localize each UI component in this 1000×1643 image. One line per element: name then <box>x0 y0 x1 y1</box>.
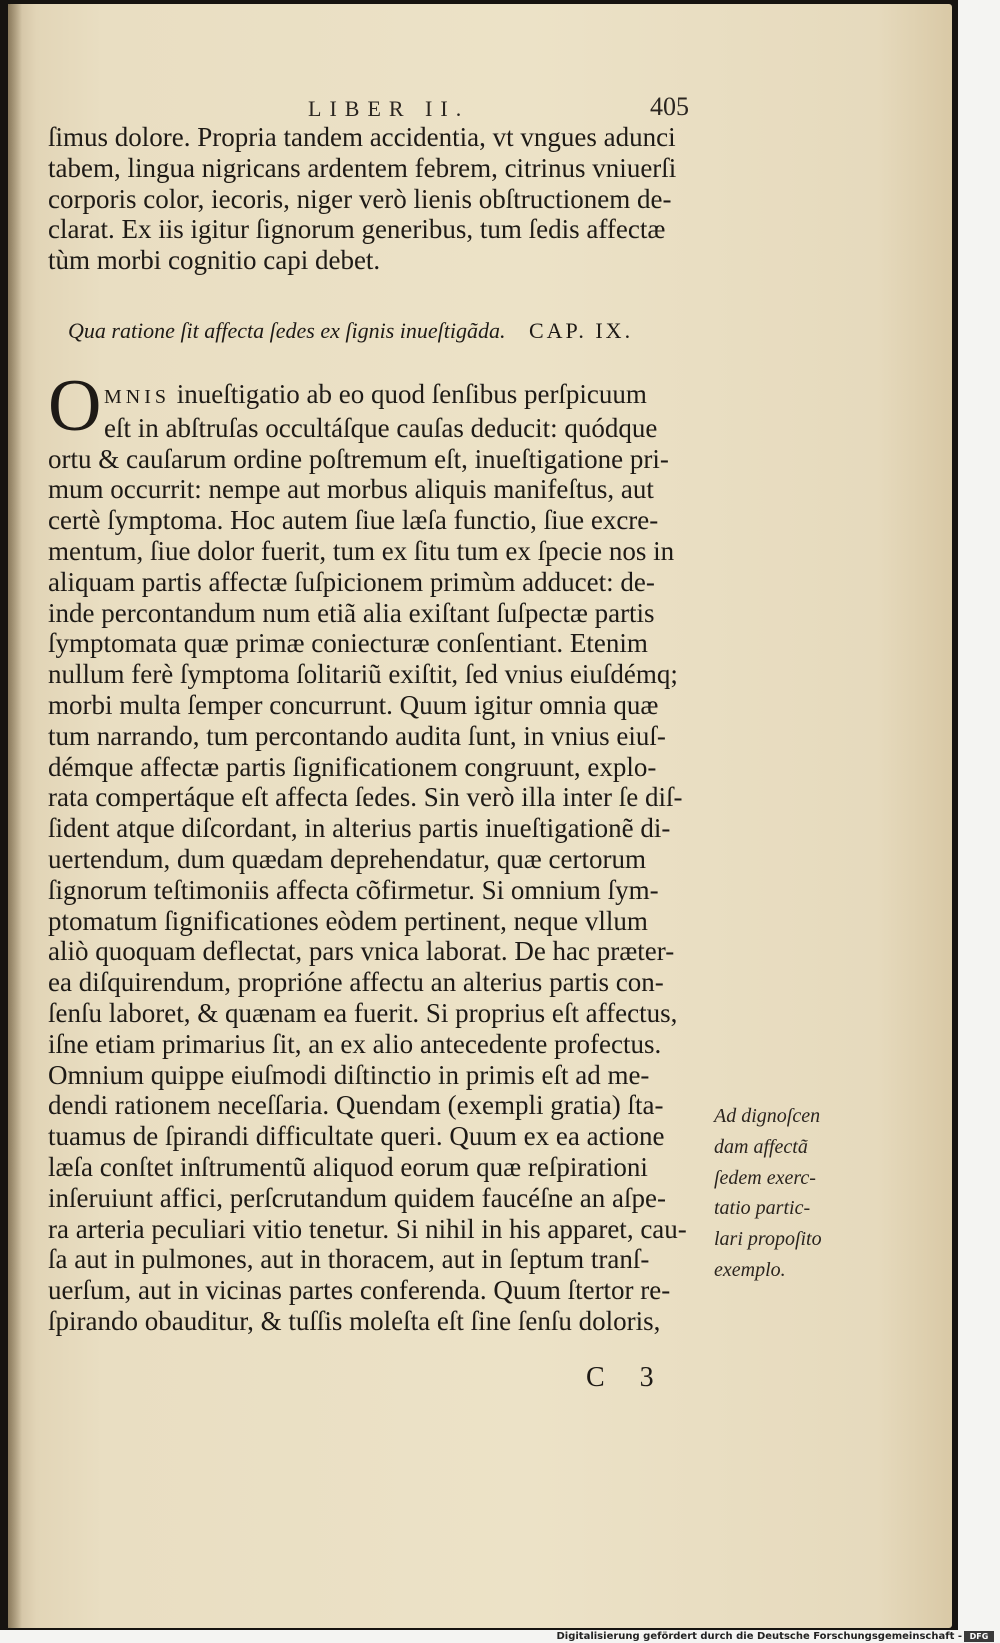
text-line: Omnium quippe eiuſmodi diſtinctio in primis eſt ad me- <box>48 1059 650 1090</box>
text-line: ſimus dolore. Propria tandem accidentia, vt vngues adunci <box>48 122 676 152</box>
text-line: tuamus de ſpirandi difficultate queri. Quum ex ea actione <box>48 1121 665 1152</box>
signature-mark: C 3 <box>586 1362 668 1393</box>
text-line: eſt in abſtruſas occultáſque cauſas deducit: quódque <box>104 412 658 443</box>
marginal-note <box>714 1101 864 1286</box>
marginal-line: dam affectã <box>714 1135 808 1158</box>
text-line: ſenſu laboret, & quænam ea fuerit. Si proprius eſt affectus, <box>48 997 678 1028</box>
marginal-line: tatio partic- <box>714 1197 811 1220</box>
text-line <box>48 379 708 413</box>
text-line: ptomatum ſignificationes eòdem pertinent, neque vllum <box>48 905 648 936</box>
text-line: ſymptomata quæ primæ coniecturæ conſentiant. Etenim <box>48 628 648 659</box>
text-line-remainder: inueſtigatio ab eo quod ſenſibus perſpicuum <box>170 379 647 409</box>
running-title: LIBER II. <box>308 96 470 121</box>
drop-capital: O <box>48 365 102 447</box>
text-line: certè ſymptoma. Hoc autem ſiue læſa functio, ſiue excre- <box>48 505 659 536</box>
text-line: dendi rationem neceſſaria. Quendam (exempli gratia) ſta- <box>48 1090 664 1121</box>
text-line: inſeruiunt affici, perſcrutandum quidem faucéſne an aſpe- <box>48 1182 666 1213</box>
chapter-heading <box>68 318 688 344</box>
text-line: ſpirando obauditur, & tuſſis moleſta eſt ſine ſenſu doloris, <box>48 1305 661 1336</box>
book-page <box>8 4 952 1628</box>
text-line: mum occurrit: nempe aut morbus aliquis manifeſtus, aut <box>48 474 654 505</box>
text-line: ſident atque diſcordant, in alterius partis inueſtigationẽ di- <box>48 813 671 844</box>
text-line: nullum ferè ſymptoma ſolitariũ exiſtit, ſed vnius eiuſdémq; <box>48 659 678 690</box>
marginal-line: Ad dignoſcen <box>714 1105 821 1127</box>
top-text-block <box>48 122 708 276</box>
body-text-block <box>48 379 708 1337</box>
text-line: tum narrando, tum percontando audita ſunt, in vnius eiuſ- <box>48 720 666 751</box>
text-line: clarat. Ex iis igitur ſignorum generibus, tum ſedis affectæ <box>48 214 666 245</box>
text-line: morbi multa ſemper concurrunt. Quum igitur omnia quæ <box>48 689 659 720</box>
text-line: inde percontandum num etiã alia exiſtant ſuſpectæ partis <box>48 597 655 628</box>
text-line: ea diſquirendum, proprióne affectu an alterius partis con- <box>48 967 664 998</box>
chapter-title: Qua ratione ſit affecta ſedes ex ſignis inueſtigãda. <box>68 318 506 343</box>
text-line: uerſum, aut in vicinas partes conferenda. Quum ſtertor re- <box>48 1275 671 1306</box>
text-line: ſa aut in pulmones, aut in thoracem, aut in ſeptum tranſ- <box>48 1244 650 1275</box>
text-line: tabem, lingua nigricans ardentem febrem, citrinus vniuerſi <box>48 152 677 183</box>
first-word: MNIS <box>104 386 171 408</box>
marginal-line: lari propoſito <box>714 1228 822 1251</box>
text-line: uertendum, dum quædam deprehendatur, quæ certorum <box>48 843 647 874</box>
dfg-logo: DFG <box>964 1631 994 1642</box>
funding-credit: Digitalisierung gefördert durch die Deutsche Forschungsgemeinschaft - <box>556 1631 962 1642</box>
text-line: ortu & cauſarum ordine poſtremum eſt, inueſtigatione pri- <box>48 443 669 474</box>
text-line: mentum, ſiue dolor fuerit, tum ex ſitu tum ex ſpecie nos in <box>48 535 675 566</box>
text-line: ſignorum teſtimoniis affecta cõfirmetur. Si omnium ſym- <box>48 874 659 905</box>
marginal-line: ſedem exerc- <box>714 1166 816 1189</box>
text-line: aliò quoquam deflectat, pars vnica laborat. De hac præter- <box>48 936 675 967</box>
text-line: corporis color, iecoris, niger verò lienis obſtructionem de- <box>48 183 672 214</box>
text-line: rata compertáque eſt affecta ſedes. Sin verò illa inter ſe diſ- <box>48 782 683 813</box>
text-line: démque affectæ partis ſignificationem congruunt, explo- <box>48 751 657 782</box>
text-line: ra arteria peculiari vitio tenetur. Si nihil in his apparet, cau- <box>48 1213 687 1244</box>
chapter-number: CAP. IX. <box>529 318 634 343</box>
text-line: iſne etiam primarius ſit, an ex alio antecedente profectus. <box>48 1028 662 1059</box>
marginal-line: exemplo. <box>714 1258 786 1281</box>
footer-bar <box>0 1630 1000 1643</box>
text-line: aliquam partis affectæ ſuſpicionem primùm adducet: de- <box>48 566 655 597</box>
text-line: tùm morbi cognitio capi debet. <box>48 245 381 276</box>
page-number: 405 <box>650 92 689 121</box>
text-line: læſa conſtet inſtrumentũ aliquod eorum quæ reſpirationi <box>48 1151 648 1182</box>
page-binding-shadow <box>8 4 22 1628</box>
